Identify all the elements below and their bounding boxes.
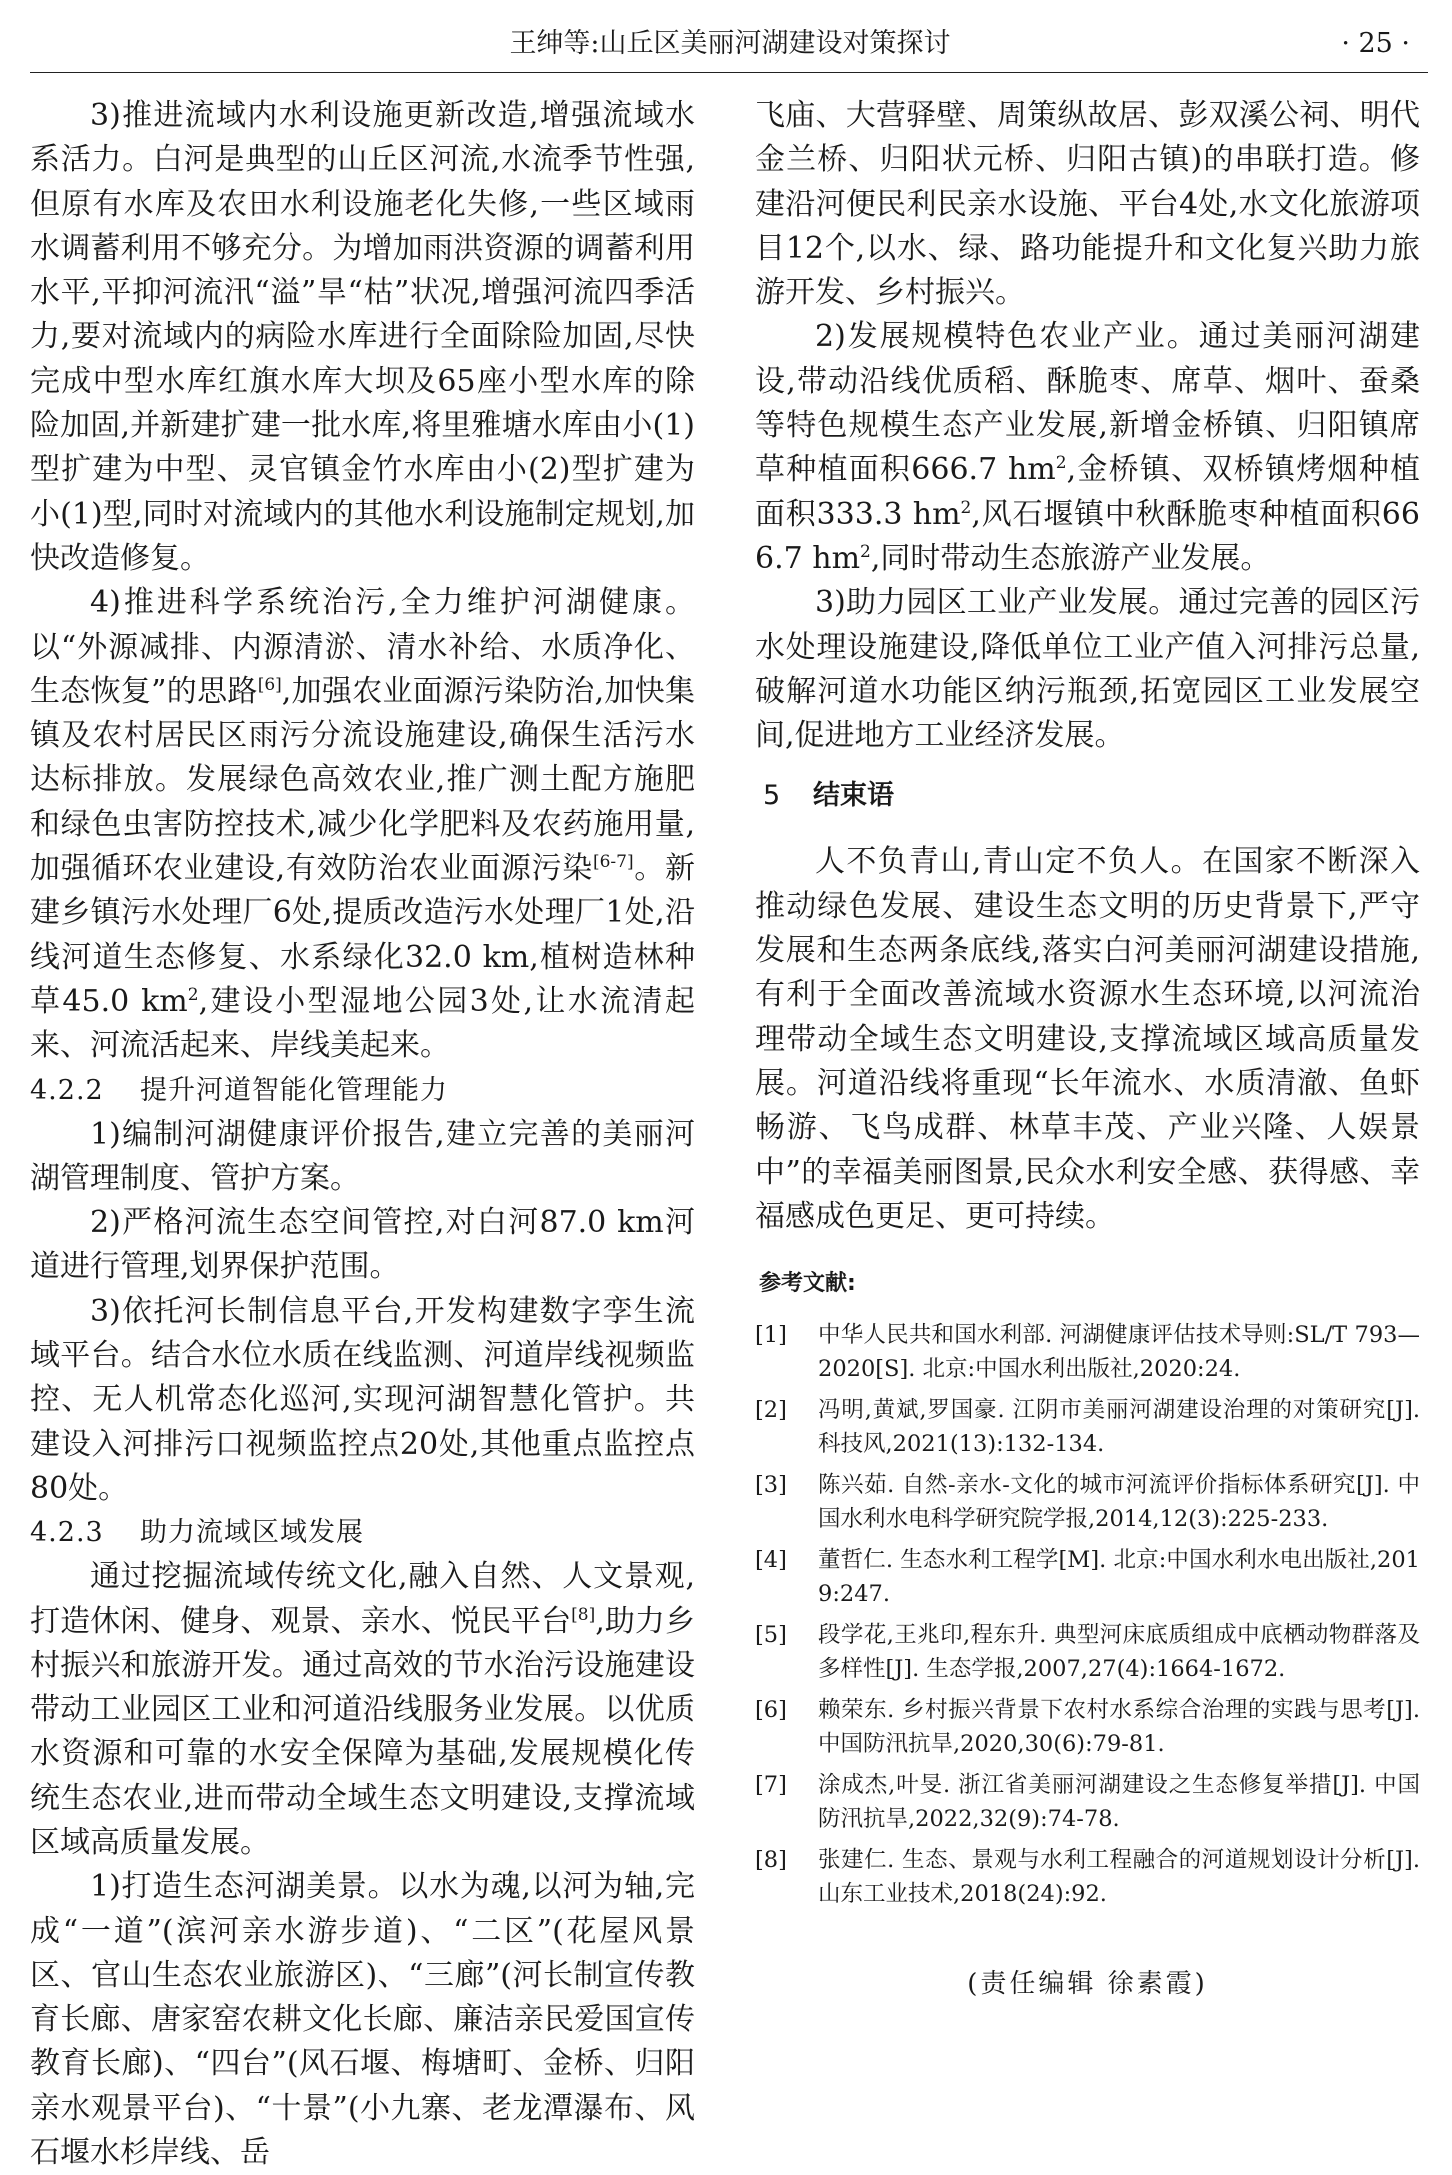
paragraph-regional-development: 通过挖掘流域传统文化,融入自然、人文景观,打造休闲、健身、观景、亲水、悦民平台[8],助力乡村振兴和旅游开发。通过高效的节水治污设施建设带动工业园区工业和河道沿线服务业发展。以优质水资源和可靠的水安全保障为基础,发展规模化传统生态农业,进而带动全域生态文明建设,支撑流域区域高质量发展。 [30, 1559, 695, 1860]
citation: [6-7] [592, 852, 634, 873]
paragraph-scenery-continued: 飞庙、大营驿壁、周策纵故居、彭双溪公祠、明代金兰桥、归阳状元桥、归阳古镇)的串联打造。修建沿河便民利民亲水设施、平台4处,水文化旅游项目12个,以水、绿、路功能提升和文化复兴助力旅游开发、乡村振兴。 [755, 98, 1420, 311]
superscript: 2 [1055, 453, 1067, 474]
paragraph-pollution-control: 4)推进科学系统治污,全力维护河湖健康。以“外源减排、内源清淤、清水补给、水质净化、生态恢复”的思路[6],加强农业面源污染防治,加快集镇及农村居民区雨污分流设施建设,确保生活污水达标排放。发展绿色高效农业,推广测土配方施肥和绿色虫害防控技术,减少化学肥料及农药施用量,加强循环农业建设,有效防治农业面源污染[6-7]。新建乡镇污水处理厂6处,提质改造污水处理厂1处,沿线河道生态修复、水系绿化32.0 km,植树造林种草45.0 $km^2$,建设小型湿地公园3处,让水流清起来、河流活起来、岸线美起来。 [30, 585, 695, 1064]
reference-item: [7] 涂成杰,叶旻. 浙江省美丽河湖建设之生态修复举措[J]. 中国防汛抗旱,2022,32(9):74-78. [755, 1772, 1420, 1832]
reference-item: [4] 董哲仁. 生态水利工程学[M]. 北京:中国水利水电出版社,2019:247. [755, 1547, 1420, 1607]
page-number: · 25 · [1341, 28, 1410, 59]
paragraph-agriculture: 2)发展规模特色农业产业。通过美丽河湖建设,带动沿线优质稻、酥脆枣、席草、烟叶、蚕桑等特色规模生态产业发展,新增金桥镇、归阳镇席草种植面积666.7 $hm^2$,金桥镇、双桥镇烤烟种植面积333.3 $hm^2$,风石堰镇中秋酥脆枣种植面积666.7 $hm^2$,同时带动生态旅游产业发展。 [755, 319, 1420, 576]
reference-item: [8] 张建仁. 生态、景观与水利工程融合的河道规划设计分析[J]. 山东工业技术,2018(24):92. [755, 1847, 1420, 1907]
subsection-heading-4-2-2: 4.2.2 提升河道智能化管理能力 [30, 1074, 448, 1106]
running-header [30, 26, 1430, 66]
paragraph-conclusion: 人不负青山,青山定不负人。在国家不断深入推动绿色发展、建设生态文明的历史背景下,严守发展和生态两条底线,落实白河美丽河湖建设措施,有利于全面改善流域水资源水生态环境,以河流治理带动全域生态文明建设,支撑流域区域高质量发展。河道沿线将重现“长年流水、水质清澈、鱼虾畅游、飞鸟成群、林草丰茂、产业兴隆、人娱景中”的幸福美丽图景,民众水利安全感、获得感、幸福感成色更足、更可持续。 [755, 844, 1420, 1234]
paragraph-reservoir-upgrade: 3)推进流域内水利设施更新改造,增强流域水系活力。白河是典型的山丘区河流,水流季节性强,但原有水库及农田水利设施老化失修,一些区域雨水调蓄利用不够充分。为增加雨洪资源的调蓄利用水平,平抑河流汛“溢”旱“枯”状况,增强河流四季活力,要对流域内的病险水库进行全面除险加固,尽快完成中型水库红旗水库大坝及65座小型水库的除险加固,并新建扩建一批水库,将里雅塘水库由小(1)型扩建为中型、灵官镇金竹水库由小(2)型扩建为小(1)型,同时对流域内的其他水利设施制定规划,加快改造修复。 [30, 98, 695, 576]
paragraph-industry: 3)助力园区工业产业发展。通过完善的园区污水处理设施建设,降低单位工业产值入河排污总量,破解河道水功能区纳污瓶颈,拓宽园区工业发展空间,促进地方工业经济发展。 [755, 585, 1420, 754]
reference-item: [3] 陈兴茹. 自然-亲水-文化的城市河流评价指标体系研究[J]. 中国水利水电科学研究院学报,2014,12(3):225-233. [755, 1472, 1420, 1532]
paragraph-scenery: 1)打造生态河湖美景。以水为魂,以河为轴,完成“一道”(滨河亲水游步道)、“二区”(花屋风景区、官山生态农业旅游区)、“三廊”(河长制宣传教育长廊、唐家窑农耕文化长廊、廉洁亲民爱国宣传教育长廊)、“四台”(风石堰、梅塘町、金桥、归阳亲水观景平台)、“十景”(小九寨、老龙潭瀑布、风石堰水杉岸线、岳 [30, 1869, 695, 2171]
superscript: 2 [960, 497, 972, 518]
superscript: 2 [860, 541, 871, 562]
running-title: 王绅等:山丘区美丽河湖建设对策探讨 [509, 28, 951, 59]
citation: [6] [257, 674, 282, 695]
reference-item: [6] 赖荣东. 乡村振兴背景下农村水系综合治理的实践与思考[J]. 中国防汛抗旱,2020,30(6):79-81. [755, 1697, 1420, 1757]
references-heading: 参考文献: [759, 1271, 856, 1297]
header-rule [30, 72, 1428, 73]
reference-item: [5] 段学花,王兆印,程东升. 典型河床底质组成中底栖动物群落及多样性[J]. 生态学报,2007,27(4):1664-1672. [755, 1622, 1420, 1682]
paragraph-space-control: 2)严格河流生态空间管控,对白河87.0 km河道进行管理,划界保护范围。 [30, 1205, 695, 1285]
paragraph-health-report: 1)编制河湖健康评价报告,建立完善的美丽河湖管理制度、管护方案。 [30, 1116, 695, 1196]
subsection-heading-4-2-3: 4.2.3 助力流域区域发展 [30, 1517, 364, 1549]
reference-list [755, 1319, 1420, 1911]
citation: [8] [571, 1604, 596, 1625]
reference-item: [1] 中华人民共和国水利部. 河湖健康评估技术导则:SL/T 793—2020[S]. 北京:中国水利出版社,2020:24. [755, 1322, 1420, 1382]
paragraph-digital-twin: 3)依托河长制信息平台,开发构建数字孪生流域平台。结合水位水质在线监测、河道岸线视频监控、无人机常态化巡河,实现河湖智慧化管护。共建设入河排污口视频监控点20处,其他重点监控点80处。 [30, 1293, 695, 1506]
section-heading-conclusion: 5 结束语 [763, 780, 894, 812]
reference-item: [2] 冯明,黄斌,罗国豪. 江阴市美丽河湖建设治理的对策研究[J]. 科技风,2021(13):132-134. [755, 1397, 1420, 1457]
left-column [30, 94, 695, 2175]
responsible-editor: (责任编辑 徐素霞) [967, 1969, 1208, 2000]
right-column [755, 94, 1420, 2002]
superscript: 2 [187, 984, 199, 1005]
